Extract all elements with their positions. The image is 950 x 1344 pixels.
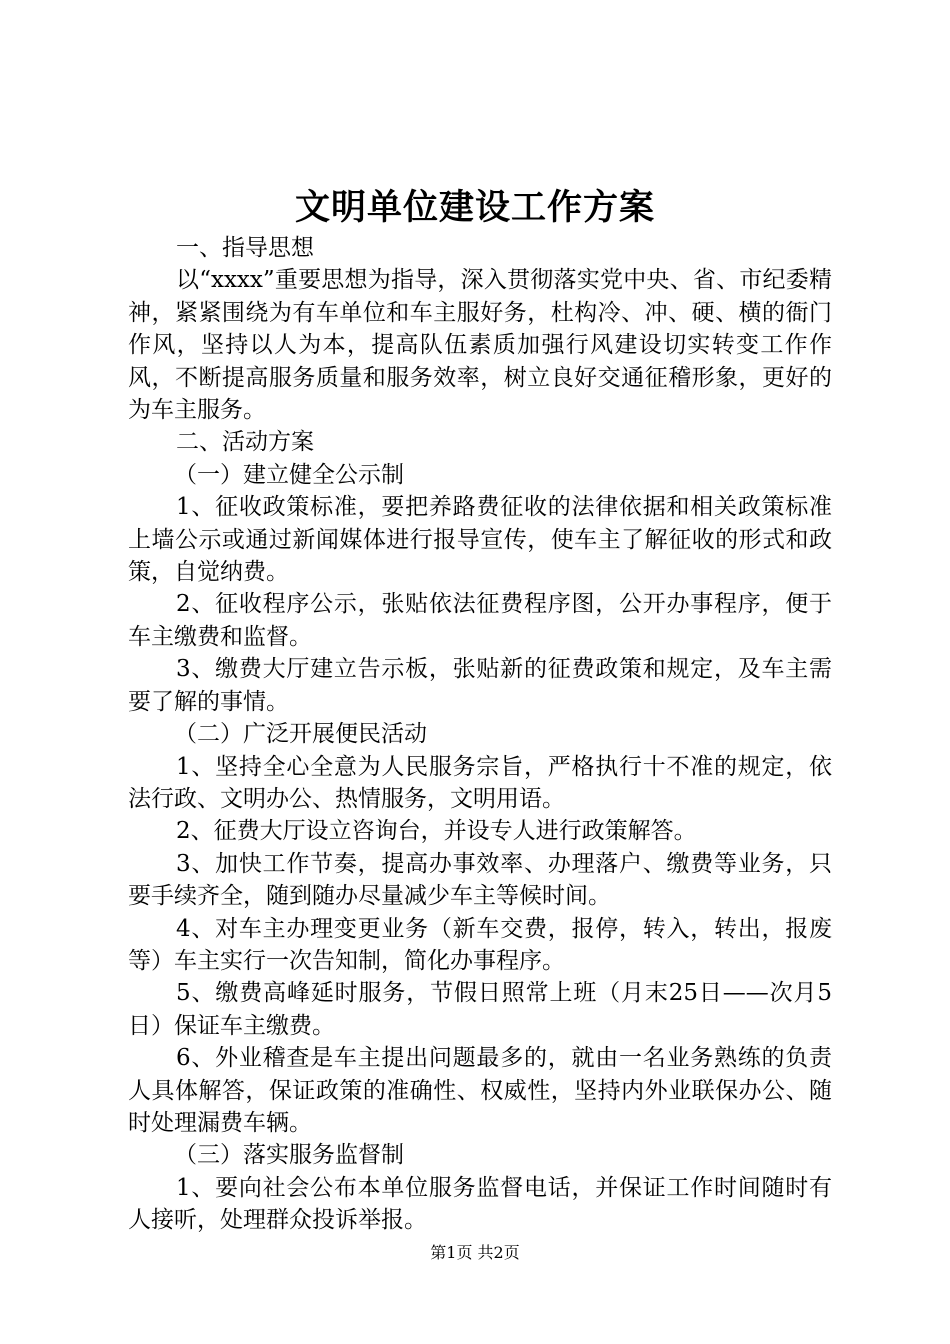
subsection-heading: （一）建立健全公示制	[174, 461, 404, 488]
paragraph: 1、要向社会公布本单位服务监督电话，并保证工作时间随时有人接听，处理群众投诉举报。	[128, 1174, 832, 1234]
paragraph: 1、坚持全心全意为人民服务宗旨，严格执行十不准的规定，依法行政、文明办公、热情服务，文明用语。	[128, 753, 832, 812]
paragraph: 以“xxxx”重要思想为指导，深入贯彻落实党中央、省、市纪委精神，紧紧围绕为有车单位和车主服好务，杜构冷、冲、硬、横的衙门作风，坚持以人为本，提高队伍素质加强行风建设切实转变工作作风，不断提高服务质量和服务效率，树立良好交通征稽形象，更好的为车主服务。	[128, 267, 832, 424]
paragraph: 2、征费大厅设立咨询台，并设专人进行政策解答。	[176, 818, 697, 845]
subsection-heading: （二）广泛开展便民活动	[174, 721, 427, 748]
paragraph: 5、缴费高峰延时服务，节假日照常上班（月末25日——次月5日）保证车主缴费。	[128, 980, 832, 1039]
paragraph: 1、征收政策标准，要把养路费征收的法律依据和相关政策标准上墙公示或通过新闻媒体进行报导宣传，使车主了解征收的形式和政策，自觉纳费。	[128, 494, 832, 586]
section-heading: 二、活动方案	[176, 429, 314, 456]
subsection-heading: （三）落实服务监督制	[174, 1142, 404, 1169]
document-title: 文明单位建设工作方案	[294, 187, 655, 228]
paragraph: 3、加快工作节奏，提高办事效率、办理落户、缴费等业务，只要手续齐全，随到随办尽量减少车主等候时间。	[128, 850, 832, 910]
page-footer: 第1页 共2页	[430, 1243, 520, 1262]
paragraph: 6、外业稽查是车主提出问题最多的，就由一名业务熟练的负责人具体解答，保证政策的准确性、权威性，坚持内外业联保办公、随时处理漏费车辆。	[128, 1045, 832, 1136]
paragraph: 3、缴费大厅建立告示板，张贴新的征费政策和规定，及车主需要了解的事情。	[128, 656, 832, 715]
paragraph: 4、对车主办理变更业务（新车交费，报停，转入，转出，报废等）车主实行一次告知制，简化办事程序。	[128, 915, 832, 974]
document-body	[128, 232, 832, 1237]
section-heading: 一、指导思想	[176, 235, 314, 261]
paragraph: 2、征收程序公示，张贴依法征费程序图，公开办事程序，便于车主缴费和监督。	[128, 591, 832, 650]
